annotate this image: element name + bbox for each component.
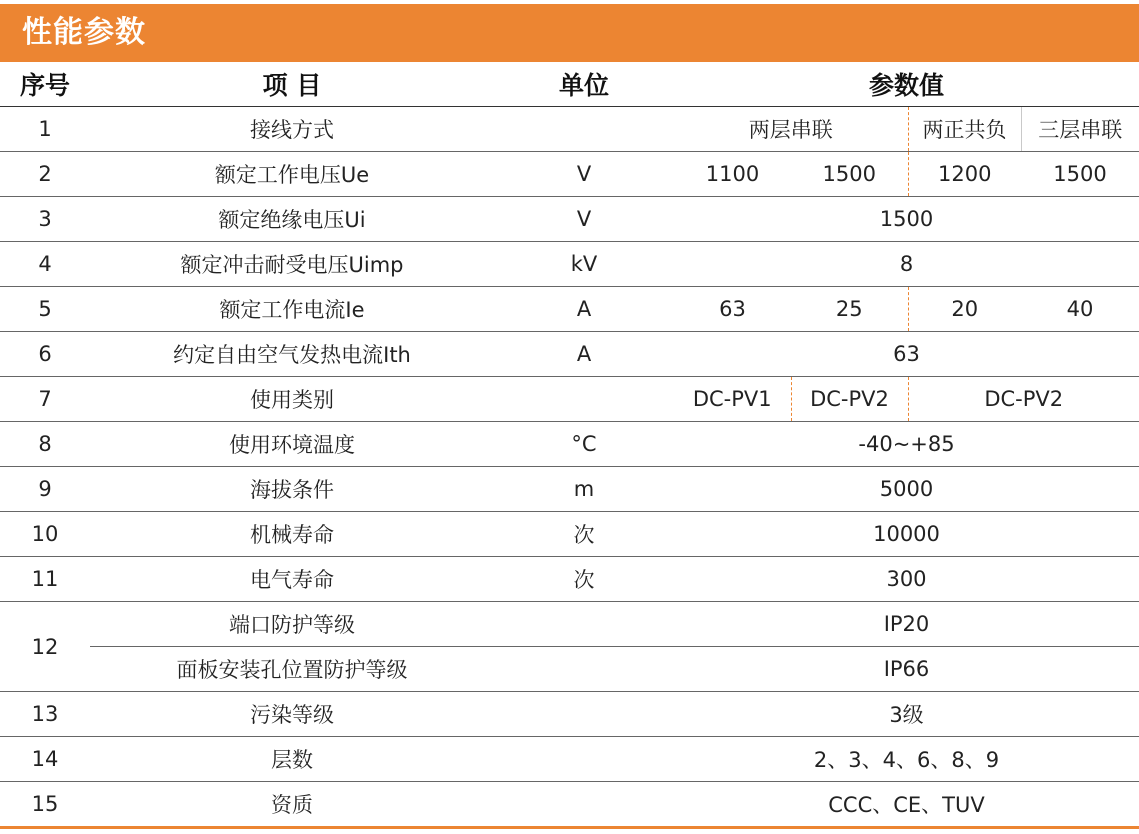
table-row [0, 647, 1139, 692]
row-unit [494, 377, 674, 422]
row-value: 63 [674, 287, 791, 332]
row-item: 额定工作电压Ue [90, 152, 494, 197]
row-value: 3级 [674, 692, 1139, 737]
row-item: 使用类别 [90, 377, 494, 422]
row-no: 10 [0, 512, 90, 557]
row-item: 额定工作电流Ie [90, 287, 494, 332]
table-row [0, 422, 1139, 467]
row-no: 2 [0, 152, 90, 197]
row-value: 300 [674, 557, 1139, 602]
row-value: 1500 [1021, 152, 1139, 197]
row-no: 6 [0, 332, 90, 377]
row-unit: 次 [494, 512, 674, 557]
row-value: 两正共负 [908, 107, 1021, 152]
row-value: 5000 [674, 467, 1139, 512]
row-item: 接线方式 [90, 107, 494, 152]
row-value: DC-PV2 [791, 377, 908, 422]
table-row [0, 692, 1139, 737]
row-value: 8 [674, 242, 1139, 287]
row-no: 7 [0, 377, 90, 422]
row-item: 海拔条件 [90, 467, 494, 512]
row-value: DC-PV1 [674, 377, 791, 422]
row-item: 面板安装孔位置防护等级 [90, 647, 494, 692]
row-item: 额定冲击耐受电压Uimp [90, 242, 494, 287]
row-unit [494, 737, 674, 782]
row-unit [494, 602, 674, 647]
row-item: 资质 [90, 782, 494, 828]
row-value: 2、3、4、6、8、9 [674, 737, 1139, 782]
row-unit: m [494, 467, 674, 512]
row-value: 20 [908, 287, 1021, 332]
table-row [0, 467, 1139, 512]
row-no: 5 [0, 287, 90, 332]
row-no: 3 [0, 197, 90, 242]
row-value: 两层串联 [674, 107, 908, 152]
table-row [0, 377, 1139, 422]
header-unit: 单位 [494, 62, 674, 107]
row-value: 1500 [674, 197, 1139, 242]
row-value: 10000 [674, 512, 1139, 557]
row-no: 9 [0, 467, 90, 512]
section-banner [0, 4, 1139, 62]
row-item: 层数 [90, 737, 494, 782]
row-item: 额定绝缘电压Ui [90, 197, 494, 242]
table-row [0, 287, 1139, 332]
row-unit [494, 782, 674, 828]
row-no: 4 [0, 242, 90, 287]
row-item: 污染等级 [90, 692, 494, 737]
performance-parameters-table [0, 62, 1139, 829]
row-value: DC-PV2 [908, 377, 1139, 422]
table-row [0, 332, 1139, 377]
row-item: 机械寿命 [90, 512, 494, 557]
row-item: 使用环境温度 [90, 422, 494, 467]
table-row [0, 557, 1139, 602]
row-value: 三层串联 [1021, 107, 1139, 152]
row-unit: V [494, 152, 674, 197]
row-unit: A [494, 287, 674, 332]
row-unit: V [494, 197, 674, 242]
row-unit: kV [494, 242, 674, 287]
row-unit [494, 107, 674, 152]
table-row [0, 782, 1139, 828]
header-value: 参数值 [674, 62, 1139, 107]
table-header-row [0, 62, 1139, 107]
row-item: 约定自由空气发热电流Ith [90, 332, 494, 377]
row-value: 63 [674, 332, 1139, 377]
row-value: IP20 [674, 602, 1139, 647]
table-row [0, 512, 1139, 557]
table-row [0, 107, 1139, 152]
row-value: 1100 [674, 152, 791, 197]
row-no: 14 [0, 737, 90, 782]
row-unit: °C [494, 422, 674, 467]
section-title: 性能参数 [22, 15, 146, 50]
row-no: 11 [0, 557, 90, 602]
row-item: 电气寿命 [90, 557, 494, 602]
row-unit [494, 647, 674, 692]
row-value: 1500 [791, 152, 908, 197]
row-value: CCC、CE、TUV [674, 782, 1139, 828]
row-no: 13 [0, 692, 90, 737]
table-row [0, 242, 1139, 287]
header-item: 项 目 [90, 62, 494, 107]
row-unit: A [494, 332, 674, 377]
row-no: 15 [0, 782, 90, 828]
row-unit: 次 [494, 557, 674, 602]
row-value: IP66 [674, 647, 1139, 692]
table-row [0, 737, 1139, 782]
row-no: 8 [0, 422, 90, 467]
table-row [0, 197, 1139, 242]
header-no: 序号 [0, 62, 90, 107]
table-row [0, 602, 1139, 647]
row-unit [494, 692, 674, 737]
row-item: 端口防护等级 [90, 602, 494, 647]
row-no: 1 [0, 107, 90, 152]
row-value: 1200 [908, 152, 1021, 197]
row-value: 25 [791, 287, 908, 332]
table-row [0, 152, 1139, 197]
row-no: 12 [0, 602, 90, 692]
row-value: 40 [1021, 287, 1139, 332]
row-value: -40~+85 [674, 422, 1139, 467]
